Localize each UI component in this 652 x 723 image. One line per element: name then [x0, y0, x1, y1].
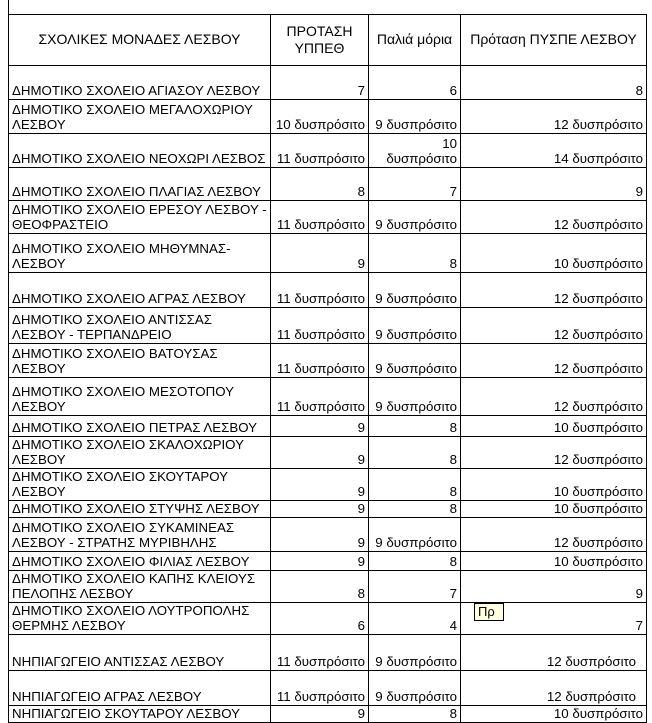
ypeth-value: 9 — [271, 552, 369, 571]
table-row — [9, 234, 647, 273]
table-row — [9, 273, 647, 308]
old-points-value: 9 δυσπρόσιτο — [369, 378, 461, 416]
ypeth-value: 11 δυσπρόσιτο — [271, 378, 369, 416]
pyspe-value: 12 δυσπρόσιτο — [461, 100, 647, 134]
school-name: ΝΗΠΙΑΓΩΓΕΙΟ ΣΚΟΥΤΑΡΟΥ ΛΕΣΒΟΥ — [9, 706, 271, 723]
pyspe-value: 9 — [461, 168, 647, 201]
schools-table — [8, 14, 647, 723]
ypeth-value: 9 — [271, 501, 369, 518]
old-points-value: 8 — [369, 437, 461, 469]
pyspe-value: 8 — [461, 66, 647, 100]
school-name: ΔΗΜΟΤΙΚΟ ΣΧΟΛΕΙΟ ΛΟΥΤΡΟΠΟΛΗΣ ΘΕΡΜΗΣ ΛΕΣΒΟΥ — [9, 603, 271, 635]
table-row — [9, 201, 647, 234]
ypeth-value: 8 — [271, 571, 369, 603]
old-points-value: 6 — [369, 66, 461, 100]
old-points-value: 9 δυσπρόσιτο — [369, 308, 461, 344]
old-points-value: 7 — [369, 571, 461, 603]
school-name: ΔΗΜΟΤΙΚΟ ΣΧΟΛΕΙΟ ΚΑΠΗΣ ΚΛΕΙΟΥΣ ΠΕΛΟΠΗΣ ΛΕΣΒΟΥ — [9, 571, 271, 603]
table-row — [9, 134, 647, 168]
ypeth-value: 9 — [271, 518, 369, 552]
ypeth-value: 8 — [271, 168, 369, 201]
school-name: ΔΗΜΟΤΙΚΟ ΣΧΟΛΕΙΟ ΝΕΟΧΩΡΙ ΛΕΣΒΟΣ — [9, 134, 271, 168]
ypeth-value: 11 δυσπρόσιτο — [271, 308, 369, 344]
school-name: ΔΗΜΟΤΙΚΟ ΣΧΟΛΕΙΟ ΒΑΤΟΥΣΑΣ ΛΕΣΒΟΥ — [9, 344, 271, 378]
school-name: ΔΗΜΟΤΙΚΟ ΣΧΟΛΕΙΟ ΜΕΓΑΛΟΧΩΡΙΟΥ ΛΕΣΒΟΥ — [9, 100, 271, 134]
school-name: ΔΗΜΟΤΙΚΟ ΣΧΟΛΕΙΟ ΠΛΑΓΙΑΣ ΛΕΣΒΟΥ — [9, 168, 271, 201]
old-points-value: 8 — [369, 469, 461, 501]
table-row — [9, 344, 647, 378]
school-name: ΔΗΜΟΤΙΚΟ ΣΧΟΛΕΙΟ ΣΤΥΨΗΣ ΛΕΣΒΟΥ — [9, 501, 271, 518]
table-row — [9, 416, 647, 437]
table-row — [9, 571, 647, 603]
old-points-value: 8 — [369, 416, 461, 437]
pyspe-value: 10 δυσπρόσιτο — [461, 501, 647, 518]
school-name: ΔΗΜΟΤΙΚΟ ΣΧΟΛΕΙΟ ΜΕΣΟΤΟΠΟΥ ΛΕΣΒΟΥ — [9, 378, 271, 416]
old-points-value: 10 δυσπρόσιτο — [369, 134, 461, 168]
pyspe-value: 10 δυσπρόσιτο — [461, 706, 647, 723]
table-row — [9, 378, 647, 416]
pyspe-value: 9 — [461, 571, 647, 603]
ypeth-value: 11 δυσπρόσιτο — [271, 134, 369, 168]
school-name: ΔΗΜΟΤΙΚΟ ΣΧΟΛΕΙΟ ΣΚΟΥΤΑΡΟΥ ΛΕΣΒΟΥ — [9, 469, 271, 501]
old-points-value: 9 δυσπρόσιτο — [369, 100, 461, 134]
ypeth-value: 6 — [271, 603, 369, 635]
table-row — [9, 168, 647, 201]
ypeth-value: 9 — [271, 706, 369, 723]
ypeth-value: 7 — [271, 66, 369, 100]
ypeth-value: 11 δυσπρόσιτο — [271, 273, 369, 308]
old-points-value: 7 — [369, 168, 461, 201]
school-name: ΔΗΜΟΤΙΚΟ ΣΧΟΛΕΙΟ ΕΡΕΣΟΥ ΛΕΣΒΟΥ - ΘΕΟΦΡΑΣΤΕΙΟ — [9, 201, 271, 234]
table-row — [9, 706, 647, 723]
ypeth-value: 9 — [271, 437, 369, 469]
school-name: ΔΗΜΟΤΙΚΟ ΣΧΟΛΕΙΟ ΑΓΙΑΣΟΥ ΛΕΣΒΟΥ — [9, 66, 271, 100]
old-points-value: 8 — [369, 706, 461, 723]
pyspe-value: 12 δυσπρόσιτο — [461, 201, 647, 234]
school-name: ΝΗΠΙΑΓΩΓΕΙΟ ΑΝΤΙΣΣΑΣ ΛΕΣΒΟΥ — [9, 635, 271, 671]
old-points-value: 8 — [369, 234, 461, 273]
pyspe-value: 10 δυσπρόσιτο — [461, 234, 647, 273]
pyspe-value: 10 δυσπρόσιτο — [461, 469, 647, 501]
ypeth-value: 9 — [271, 234, 369, 273]
ypeth-value: 11 δυσπρόσιτο — [271, 344, 369, 378]
pyspe-value: 14 δυσπρόσιτο — [461, 134, 647, 168]
pyspe-value: 10 δυσπρόσιτο — [461, 416, 647, 437]
table-row — [9, 635, 647, 671]
school-name: ΔΗΜΟΤΙΚΟ ΣΧΟΛΕΙΟ ΣΚΑΛΟΧΩΡΙΟΥ ΛΕΣΒΟΥ — [9, 437, 271, 469]
pyspe-value: 12 δυσπρόσιτο — [461, 273, 647, 308]
old-points-value: 9 δυσπρόσιτο — [369, 273, 461, 308]
table-row — [9, 552, 647, 571]
pyspe-value: 12 δυσπρόσιτο — [461, 671, 647, 706]
header-row — [9, 15, 647, 66]
old-points-value: 8 — [369, 501, 461, 518]
tooltip: Πρ — [474, 603, 504, 621]
table-row — [9, 469, 647, 501]
old-points-value: 9 δυσπρόσιτο — [369, 344, 461, 378]
table-row — [9, 66, 647, 100]
table-row — [9, 603, 647, 635]
school-name: ΔΗΜΟΤΙΚΟ ΣΧΟΛΕΙΟ ΑΝΤΙΣΣΑΣ ΛΕΣΒΟΥ - ΤΕΡΠΑΝΔΡΕΙΟ — [9, 308, 271, 344]
ypeth-value: 11 δυσπρόσιτο — [271, 201, 369, 234]
old-points-value: 9 δυσπρόσιτο — [369, 671, 461, 706]
pyspe-value: 12 δυσπρόσιτο — [461, 437, 647, 469]
old-points-value: 9 δυσπρόσιτο — [369, 518, 461, 552]
pyspe-value: 7 — [461, 603, 647, 635]
column-header-schools: ΣΧΟΛΙΚΕΣ ΜΟΝΑΔΕΣ ΛΕΣΒΟΥ — [9, 15, 271, 66]
column-header-old-points: Παλιά μόρια — [369, 15, 461, 66]
column-header-pyspe-proposal: Πρόταση ΠΥΣΠΕ ΛΕΣΒΟΥ — [461, 15, 647, 66]
table-row — [9, 518, 647, 552]
school-name: ΔΗΜΟΤΙΚΟ ΣΧΟΛΕΙΟ ΠΕΤΡΑΣ ΛΕΣΒΟΥ — [9, 416, 271, 437]
ypeth-value: 11 δυσπρόσιτο — [271, 671, 369, 706]
school-name: ΔΗΜΟΤΙΚΟ ΣΧΟΛΕΙΟ ΦΙΛΙΑΣ ΛΕΣΒΟΥ — [9, 552, 271, 571]
ypeth-value: 9 — [271, 469, 369, 501]
pyspe-value: 12 δυσπρόσιτο — [461, 344, 647, 378]
school-name: ΔΗΜΟΤΙΚΟ ΣΧΟΛΕΙΟ ΑΓΡΑΣ ΛΕΣΒΟΥ — [9, 273, 271, 308]
pyspe-value: 12 δυσπρόσιτο — [461, 308, 647, 344]
pyspe-value: 12 δυσπρόσιτο — [461, 635, 647, 671]
pyspe-value: 12 δυσπρόσιτο — [461, 518, 647, 552]
ypeth-value: 11 δυσπρόσιτο — [271, 635, 369, 671]
school-name: ΝΗΠΙΑΓΩΓΕΙΟ ΑΓΡΑΣ ΛΕΣΒΟΥ — [9, 671, 271, 706]
table-row — [9, 100, 647, 134]
border-line — [8, 0, 9, 14]
table-row — [9, 501, 647, 518]
old-points-value: 9 δυσπρόσιτο — [369, 201, 461, 234]
pyspe-value: 10 δυσπρόσιτο — [461, 552, 647, 571]
column-header-ypeth-proposal: ΠΡΟΤΑΣΗ ΥΠΠΕΘ — [271, 15, 369, 66]
table-row — [9, 437, 647, 469]
old-points-value: 8 — [369, 552, 461, 571]
school-name: ΔΗΜΟΤΙΚΟ ΣΧΟΛΕΙΟ ΣΥΚΑΜΙΝΕΑΣ ΛΕΣΒΟΥ - ΣΤΡΑΤΗΣ ΜΥΡΙΒΗΛΗΣ — [9, 518, 271, 552]
ypeth-value: 10 δυσπρόσιτο — [271, 100, 369, 134]
ypeth-value: 9 — [271, 416, 369, 437]
school-name: ΔΗΜΟΤΙΚΟ ΣΧΟΛΕΙΟ ΜΗΘΥΜΝΑΣ- ΛΕΣΒΟΥ — [9, 234, 271, 273]
pyspe-value: 12 δυσπρόσιτο — [461, 378, 647, 416]
old-points-value: 9 δυσπρόσιτο — [369, 635, 461, 671]
old-points-value: 4 — [369, 603, 461, 635]
table-row — [9, 671, 647, 706]
table-row — [9, 308, 647, 344]
